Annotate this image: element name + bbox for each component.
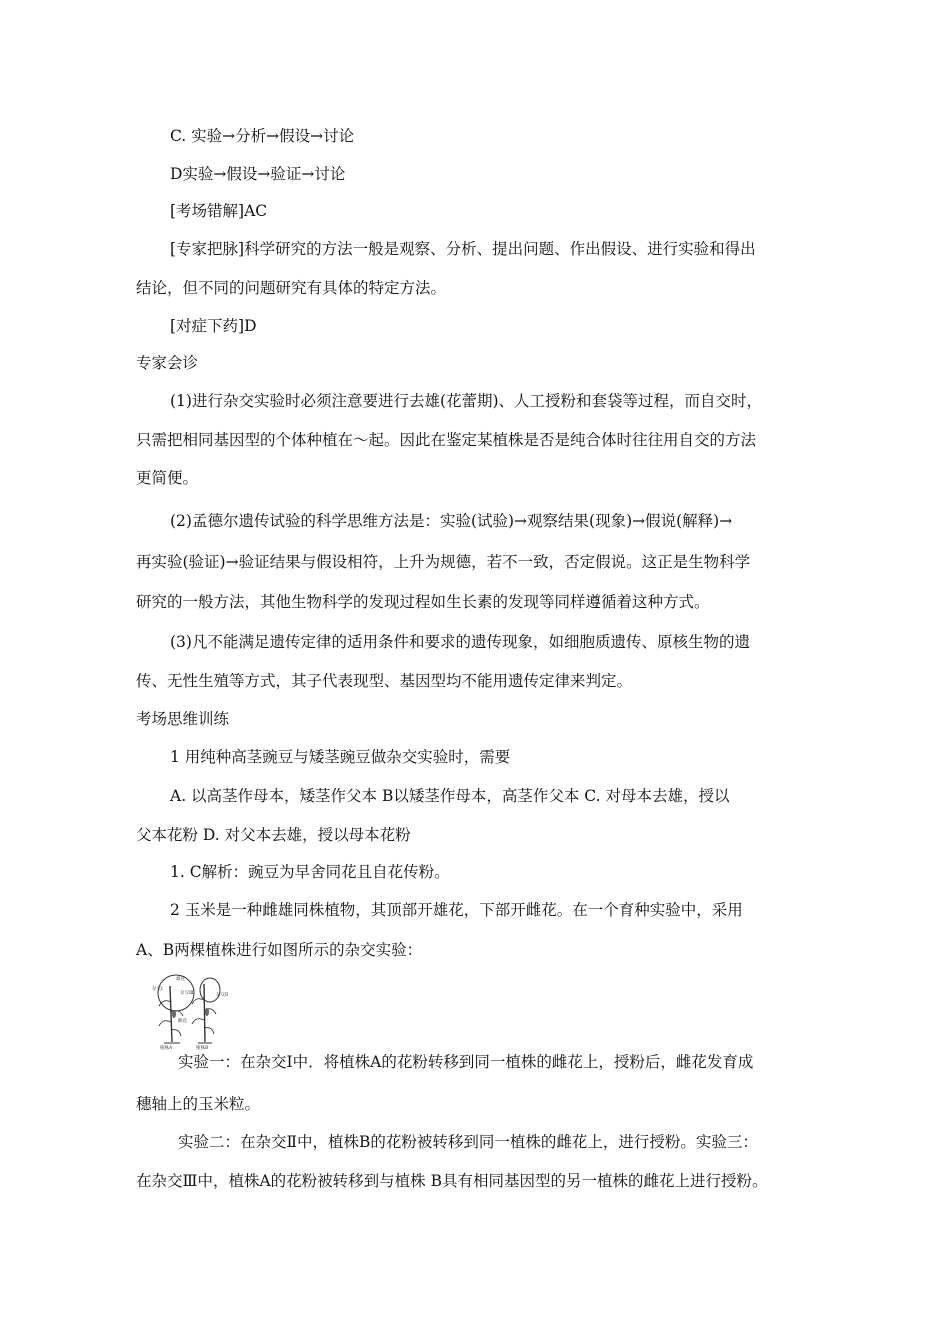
question-1-options-line-2: 父本花粉 D. 对父本去雄，授以母本花粉 <box>136 826 411 844</box>
plant-a-stem <box>170 986 172 1042</box>
wrong-answer: [考场错解]AC <box>170 202 268 220</box>
point-3-line-1: (3)凡不能满足遗传定律的适用条件和要求的遗传现象，如细胞质遗传、原核生物的遗 <box>170 633 750 651</box>
section-heading-training: 考场思维训练 <box>136 710 230 728</box>
question-2-line-2: A、B两棵植株进行如图所示的杂交实验： <box>136 941 423 959</box>
fig-label-male: 雄花 <box>176 977 185 982</box>
plant-a-ear <box>172 1010 176 1018</box>
fig-label-plant-a: 植株A <box>160 1046 173 1050</box>
experiment-1-line-1: 实验一：在杂交Ⅰ中．将植株A的花粉转移到同一植株的雌花上，授粉后，雌花发育成 <box>178 1053 754 1071</box>
section-heading-expert: 专家会诊 <box>136 354 199 372</box>
point-2-line-2: 再实验(验证)→验证结果与假设相符，上升为规德，若不一致，否定假说。这正是生物科学 <box>136 553 751 571</box>
corn-cross-diagram <box>150 968 232 1050</box>
question-1-answer: 1. C解析：豌豆为早舍同花且自花传粉。 <box>170 863 450 881</box>
plant-b-ear <box>205 1008 209 1016</box>
fig-label-cross-2: 杂交Ⅱ <box>216 993 229 998</box>
point-2-line-1: (2)孟德尔遗传试验的科学思维方法是：实验(试验)→观察结果(现象)→假说(解释)→ <box>170 512 733 530</box>
experiment-2-line-1: 实验二：在杂交Ⅱ中，植株B的花粉被转移到同一植株的雌花上，进行授粉。实验三： <box>178 1133 758 1151</box>
point-1-line-3: 更简便。 <box>136 469 199 487</box>
expert-analysis-line-2: 结论，但不同的问题研究有具体的特定方法。 <box>136 279 447 297</box>
fig-label-cross-3: 杂交Ⅲ <box>180 991 194 996</box>
expert-analysis-line-1: [专家把脉]科学研究的方法一般是观察、分析、提出问题、作出假设、进行实验和得出 <box>170 240 756 258</box>
point-1-line-2: 只需把相同基因型的个体种植在～起。因此在鉴定某植株是否是纯合体时往往用自交的方法 <box>136 431 757 449</box>
fig-label-female: 雌花 <box>178 1019 187 1024</box>
question-2-line-1: 2 玉米是一种雌雄同株植物，其顶部开雄花，下部开雌花。在一个育种实验中，采用 <box>170 901 743 919</box>
experiment-2-line-2: 在杂交Ⅲ中，植株A的花粉被转移到与植株 B具有相同基因型的另一植株的雌花上进行授粉。 <box>136 1172 768 1190</box>
plant-b-stem <box>204 984 205 1042</box>
point-2-line-3: 研究的一般方法，其他生物科学的发现过程如生长素的发现等同样遵循着这种方式。 <box>136 593 710 611</box>
point-3-line-2: 传、无性生殖等方式，其子代表现型、基因型均不能用遗传定律来判定。 <box>136 672 633 690</box>
question-1: 1 用纯种高茎豌豆与矮茎豌豆做杂交实验时，需要 <box>170 748 511 766</box>
experiment-1-line-2: 穗轴上的玉米粒。 <box>136 1095 261 1113</box>
question-1-options-line-1: A. 以高茎作母本，矮茎作父本 B以矮茎作母本，高茎作父本 C. 对母本去雄，授以 <box>170 787 730 805</box>
cross-loop-2 <box>200 978 220 1002</box>
fig-label-plant-b: 植株B <box>196 1046 209 1050</box>
point-1-line-1: (1)进行杂交实验时必须注意要进行去雄(花蕾期)、人工授粉和套袋等过程，而自交时， <box>170 392 763 410</box>
fig-label-cross-1: 杂交I <box>152 987 163 992</box>
option-c: C. 实验→分析→假设→讨论 <box>170 127 355 145</box>
option-d: D实验→假设→验证→讨论 <box>170 165 346 183</box>
correct-answer: [对症下药]D <box>170 317 257 335</box>
